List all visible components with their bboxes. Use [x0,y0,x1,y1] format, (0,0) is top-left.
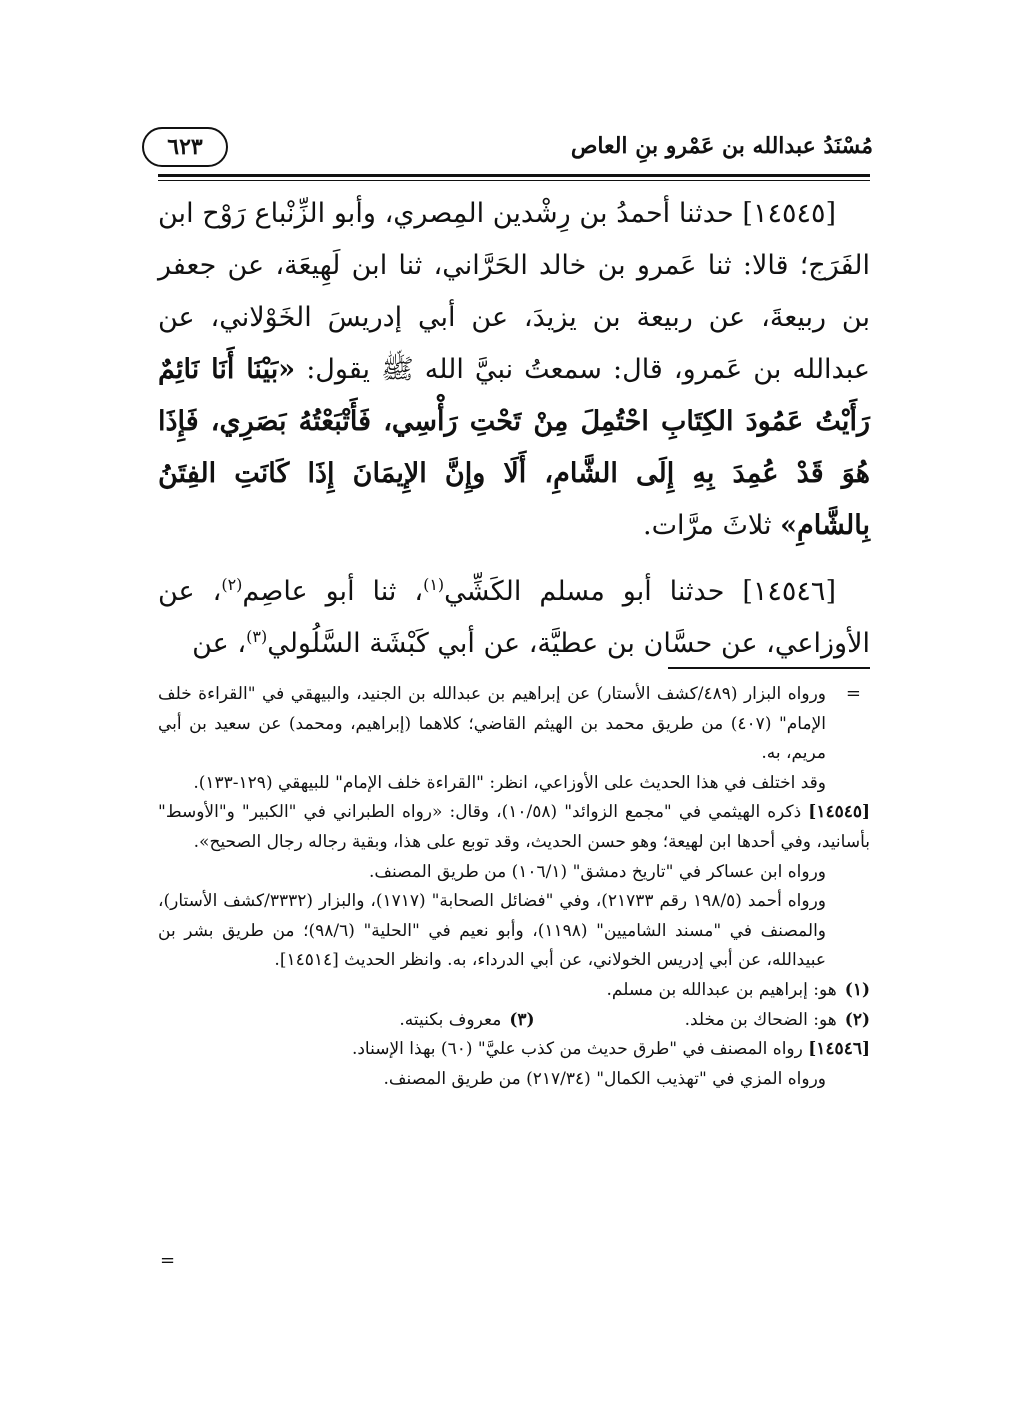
footnote-item-2: (٢)هو: الضحاك بن مخلد. [684,1009,870,1030]
footnote-item-1: (١)هو: إبراهيم بن عبدالله بن مسلم. [606,979,870,1000]
footnote-paragraph: ورواه أحمد (١٩٨/٥ رقم ٢١٧٣٣)، وفي "فضائل الصحابة" (١٧١٧)، والبزار (٣٣٣٢/كشف الأستار)، والمصنف في "مسند الشاميين" (١١٩٨)، وأبو نعيم في "الحلية" (٩٨/٦)؛ من طريق بشر بن عبيدالله، عن أبي إدريس الخولاني، عن أبي الدرداء، به. وانظر الحديث [١٤٥١٤]. [158,891,826,971]
footnote-paragraph: ورواه البزار (٤٨٩/كشف الأستار) عن إبراهيم بن عبدالله بن الجنيد، والبيهقي في "القراءة خلف الإمام" (٤٠٧) من طريق محمد بن الهيثم القاضي؛ كلاهما (إبراهيم، ومحمد) عن سعيد بن أبي مريم، به. [158,684,826,764]
header-rule-thick [158,174,870,177]
page-number: ٦٢٣ [142,127,228,167]
isnad-text: ، ثنا أبو عاصِم [242,576,424,607]
isnad-text: حدثنا أحمدُ بن رِشْدين المِصري، وأبو الزِّنْباع رَوْح ابن الفَرَج؛ قالا: ثنا عَمرو بن خالد الحَرَّاني، ثنا ابن لَهِيعَة، عن جعفر بن ربيعةَ، عن ربيعة بن يزيدَ، عن أبي إدريسَ الخَوْلاني، عن عبدالله بن عَمرو، قال: سمعتُ نبيَّ الله ﷺ يقول: [158,198,871,385]
footnote-ref-3[interactable]: (٣) [246,627,268,646]
footnote-paragraph: ورواه المزي في "تهذيب الكمال" (٢١٧/٣٤) من طريق المصنف. [383,1068,826,1089]
footnote-item-3: (٣)معروف بكنيته. [399,1009,535,1030]
hadith-tail: ثلاثَ مرَّات. [643,510,772,541]
footnote-paragraph: ورواه ابن عساكر في "تاريخ دمشق" (١٠٦/١) من طريق المصنف. [368,861,826,882]
footnote-14546 [158,1035,870,1094]
isnad-text: ، عن [192,628,247,659]
footnote-separator [668,667,870,669]
hadith-number: [١٤٥٤٥] [742,198,836,229]
running-title: مُسْنَدُ عبدالله بن عَمْرو بنِ العاص [570,133,873,159]
hadith-14545 [158,188,870,552]
footnote-14545 [158,798,870,976]
footnote-ref-2[interactable]: (٢) [221,575,243,594]
isnad-text: حدثنا أبو مسلم الكَشِّي [444,576,725,607]
hadith-number: [١٤٥٤٦] [742,576,836,607]
continues-mark: = [160,1250,176,1271]
footnote-ref-1[interactable]: (١) [423,575,445,594]
continued-from-mark: = [845,683,861,704]
main-text [158,188,870,670]
footnote-paragraph: [١٤٥٤٦] رواه المصنف في "طرق حديث من كذب عليَّ" (٦٠) بهذا الإسناد. [351,1039,870,1060]
footnote-paragraph: وقد اختلف في هذا الحديث على الأوزاعي، انظر: "القراءة خلف الإمام" للبيهقي (١٢٩-١٣٣). [193,772,826,793]
header-rule-thin [158,180,870,181]
numbered-footnotes [158,976,870,1035]
footnote-lead-number: [١٤٥٤٥] [808,802,871,823]
footnote-lead-number: [١٤٥٤٦] [808,1039,870,1060]
footnotes [158,680,870,1094]
hadith-14546 [158,566,870,670]
footnote-continued [158,680,870,798]
matn-text: «بَيْنَا أَنَا نَائِمٌ رَأَيْتُ عَمُودَ الكِتَابِ احْتُمِلَ مِنْ تَحْتِ رَأْسِي، فَأَتْبَعْتُهُ بَصَرِي، فَإِذَا هُوَ قَدْ عُمِدَ بِهِ إِلَى الشَّامِ، أَلَا وإِنَّ الإِيمَانَ إِذَا كَانَتِ الفِتَنُ بِالشَّامِ» [158,354,870,541]
isnad-text: ، عن الأوزاعي، عن حسَّان بن عطيَّة، عن أبي كَبْشَة السَّلُولي [158,576,870,659]
footnote-paragraph: [١٤٥٤٥] ذكره الهيثمي في "مجمع الزوائد" (١٠/٥٨)، وقال: «رواه الطبراني في "الكبير" و"الأوسط" بأسانيد، وفي أحدها ابن لهيعة؛ وهو حسن الحديث، وقد توبع على هذا، وبقية رجاله رجال الصحيح». [158,802,871,852]
